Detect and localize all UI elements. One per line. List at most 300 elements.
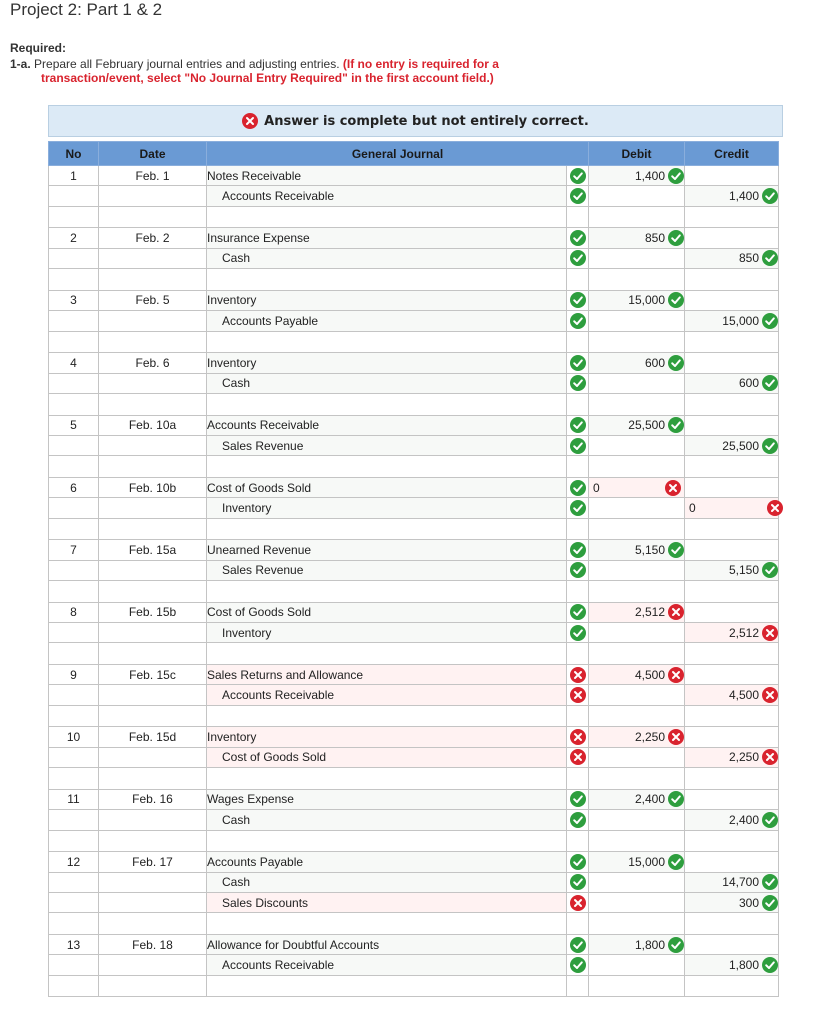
incorrect-x-icon — [570, 667, 586, 683]
debit-cell[interactable] — [589, 456, 685, 478]
account-name: Cost of Goods Sold — [207, 480, 312, 495]
entry-date[interactable] — [99, 975, 207, 997]
account-field[interactable] — [207, 872, 567, 892]
entry-date[interactable] — [99, 872, 207, 892]
debit-cell[interactable] — [589, 477, 685, 497]
debit-cell[interactable] — [589, 747, 685, 767]
account-field[interactable] — [207, 665, 567, 685]
correct-check-icon — [570, 438, 586, 454]
entry-date[interactable]: Feb. 15d — [99, 727, 207, 747]
entry-number — [49, 393, 99, 415]
credit-cell[interactable] — [685, 331, 779, 353]
entry-date[interactable] — [99, 623, 207, 643]
instruction-text: Prepare all February journal entries and adjusting entries. — [34, 57, 340, 71]
account-name: Accounts Receivable — [222, 688, 335, 703]
account-name: Accounts Receivable — [207, 418, 320, 433]
credit-cell[interactable] — [685, 623, 779, 643]
account-field[interactable] — [207, 892, 567, 912]
account-status — [567, 685, 589, 705]
account-name: Inventory — [222, 500, 272, 515]
account-status — [567, 331, 589, 353]
credit-cell-value: 850 — [738, 251, 759, 266]
debit-cell[interactable] — [589, 602, 685, 622]
entry-number — [49, 581, 99, 603]
correct-check-icon — [668, 355, 684, 371]
entry-date[interactable]: Feb. 10a — [99, 415, 207, 435]
debit-cell[interactable] — [589, 166, 685, 186]
debit-cell[interactable] — [589, 415, 685, 435]
account-field[interactable] — [207, 415, 567, 435]
entry-date[interactable] — [99, 705, 207, 727]
incorrect-x-icon — [762, 687, 778, 703]
credit-cell[interactable] — [685, 913, 779, 935]
credit-cell[interactable] — [685, 852, 779, 872]
spacer-row — [49, 705, 779, 727]
correct-check-icon — [570, 250, 586, 266]
credit-cell[interactable] — [685, 498, 779, 518]
account-field[interactable] — [207, 311, 567, 331]
credit-cell[interactable] — [685, 560, 779, 580]
table-header-row — [49, 142, 779, 166]
credit-cell[interactable] — [685, 581, 779, 603]
debit-cell[interactable] — [589, 892, 685, 912]
debit-cell[interactable] — [589, 789, 685, 809]
account-status — [567, 456, 589, 478]
credit-cell-value: 15,000 — [722, 313, 759, 328]
debit-cell-value: 25,500 — [628, 418, 665, 433]
credit-cell-value: 2,250 — [728, 750, 759, 765]
credit-cell[interactable] — [685, 810, 779, 830]
correct-check-icon — [570, 542, 586, 558]
debit-cell-value: 0 — [593, 480, 600, 495]
account-name: Inventory — [207, 293, 257, 308]
entry-number — [49, 705, 99, 727]
account-field[interactable] — [207, 768, 567, 790]
credit-cell[interactable] — [685, 705, 779, 727]
entry-date[interactable] — [99, 955, 207, 975]
incorrect-x-icon — [762, 749, 778, 765]
journal-row — [49, 228, 779, 248]
journal-row — [49, 602, 779, 622]
journal-row — [49, 789, 779, 809]
account-field[interactable] — [207, 373, 567, 393]
debit-cell[interactable] — [589, 810, 685, 830]
account-status — [567, 934, 589, 954]
spacer-row — [49, 456, 779, 478]
account-field[interactable] — [207, 166, 567, 186]
account-status — [567, 540, 589, 560]
spacer-row — [49, 581, 779, 603]
account-field[interactable] — [207, 955, 567, 975]
account-field[interactable] — [207, 852, 567, 872]
account-field[interactable] — [207, 789, 567, 809]
entry-date[interactable] — [99, 186, 207, 206]
account-name: Cost of Goods Sold — [207, 605, 312, 620]
debit-cell[interactable] — [589, 269, 685, 291]
correct-check-icon — [570, 812, 586, 828]
debit-cell[interactable] — [589, 934, 685, 954]
entry-date[interactable] — [99, 456, 207, 478]
entry-number: 7 — [49, 540, 99, 560]
account-status — [567, 269, 589, 291]
entry-date[interactable]: Feb. 15c — [99, 665, 207, 685]
account-field[interactable] — [207, 810, 567, 830]
entry-date[interactable]: Feb. 2 — [99, 228, 207, 248]
correct-check-icon — [570, 375, 586, 391]
debit-cell[interactable] — [589, 435, 685, 455]
correct-check-icon — [668, 542, 684, 558]
account-name: Accounts Payable — [222, 313, 319, 328]
journal-row — [49, 415, 779, 435]
debit-cell[interactable] — [589, 560, 685, 580]
correct-check-icon — [668, 937, 684, 953]
credit-cell[interactable] — [685, 518, 779, 540]
entry-date[interactable] — [99, 747, 207, 767]
correct-check-icon — [668, 168, 684, 184]
debit-cell[interactable] — [589, 913, 685, 935]
debit-cell-value: 2,250 — [634, 730, 665, 745]
account-status — [567, 248, 589, 268]
credit-cell-value: 2,512 — [728, 625, 759, 640]
credit-cell[interactable] — [685, 602, 779, 622]
debit-cell[interactable] — [589, 248, 685, 268]
debit-cell[interactable] — [589, 373, 685, 393]
col-header-date: Date — [99, 142, 207, 166]
credit-cell[interactable] — [685, 955, 779, 975]
entry-number — [49, 435, 99, 455]
correct-check-icon — [570, 168, 586, 184]
account-status — [567, 228, 589, 248]
credit-cell[interactable] — [685, 166, 779, 186]
credit-cell[interactable] — [685, 353, 779, 373]
entry-date[interactable] — [99, 518, 207, 540]
credit-cell[interactable] — [685, 290, 779, 310]
entry-number — [49, 311, 99, 331]
correct-check-icon — [762, 188, 778, 204]
credit-cell-value: 300 — [738, 895, 759, 910]
correct-check-icon — [570, 874, 586, 890]
debit-cell[interactable] — [589, 186, 685, 206]
journal-row — [49, 872, 779, 892]
credit-cell[interactable] — [685, 727, 779, 747]
entry-date[interactable]: Feb. 18 — [99, 934, 207, 954]
correct-check-icon — [570, 604, 586, 620]
account-field[interactable] — [207, 518, 567, 540]
entry-number — [49, 913, 99, 935]
debit-cell[interactable] — [589, 685, 685, 705]
entry-number — [49, 518, 99, 540]
account-status — [567, 768, 589, 790]
instruction-note: (If no entry is required for a — [342, 57, 499, 71]
entry-number — [49, 810, 99, 830]
spacer-row — [49, 269, 779, 291]
entry-date[interactable]: Feb. 17 — [99, 852, 207, 872]
required-heading: Required: — [10, 41, 67, 55]
entry-date[interactable] — [99, 768, 207, 790]
account-status — [567, 581, 589, 603]
debit-cell[interactable] — [589, 331, 685, 353]
entry-number — [49, 248, 99, 268]
entry-date[interactable] — [99, 393, 207, 415]
debit-cell[interactable] — [589, 955, 685, 975]
account-status — [567, 206, 589, 228]
account-field[interactable] — [207, 747, 567, 767]
journal-row — [49, 166, 779, 186]
debit-cell[interactable] — [589, 852, 685, 872]
entry-date[interactable]: Feb. 15b — [99, 602, 207, 622]
debit-cell[interactable] — [589, 643, 685, 665]
credit-cell[interactable] — [685, 269, 779, 291]
credit-cell[interactable] — [685, 186, 779, 206]
debit-cell-value: 15,000 — [628, 293, 665, 308]
account-field[interactable] — [207, 186, 567, 206]
entry-date[interactable] — [99, 206, 207, 228]
incorrect-x-icon — [570, 895, 586, 911]
correct-check-icon — [762, 812, 778, 828]
answer-status-banner — [48, 105, 783, 137]
account-field[interactable] — [207, 705, 567, 727]
account-status — [567, 810, 589, 830]
credit-cell[interactable] — [685, 415, 779, 435]
debit-cell-value: 2,400 — [634, 792, 665, 807]
account-field[interactable] — [207, 331, 567, 353]
account-field[interactable] — [207, 581, 567, 603]
journal-row — [49, 892, 779, 912]
debit-cell[interactable] — [589, 290, 685, 310]
col-header-credit: Credit — [685, 142, 779, 166]
account-field[interactable] — [207, 540, 567, 560]
entry-number — [49, 560, 99, 580]
credit-cell[interactable] — [685, 477, 779, 497]
credit-cell-value: 0 — [689, 500, 696, 515]
account-status — [567, 872, 589, 892]
credit-cell-value: 4,500 — [728, 688, 759, 703]
account-name: Cash — [222, 376, 251, 391]
entry-date[interactable] — [99, 810, 207, 830]
account-field[interactable] — [207, 290, 567, 310]
journal-row — [49, 498, 779, 518]
entry-number: 3 — [49, 290, 99, 310]
entry-date[interactable] — [99, 560, 207, 580]
entry-date[interactable] — [99, 331, 207, 353]
entry-date[interactable] — [99, 373, 207, 393]
journal-row — [49, 747, 779, 767]
account-field[interactable] — [207, 435, 567, 455]
account-field[interactable] — [207, 228, 567, 248]
credit-cell-value: 1,800 — [728, 957, 759, 972]
account-field[interactable] — [207, 830, 567, 852]
debit-cell[interactable] — [589, 498, 685, 518]
entry-date[interactable] — [99, 643, 207, 665]
debit-cell[interactable] — [589, 228, 685, 248]
journal-row — [49, 311, 779, 331]
account-field[interactable] — [207, 643, 567, 665]
journal-row — [49, 623, 779, 643]
correct-check-icon — [570, 562, 586, 578]
credit-cell[interactable] — [685, 311, 779, 331]
entry-date[interactable] — [99, 248, 207, 268]
account-field[interactable] — [207, 269, 567, 291]
entry-date[interactable] — [99, 435, 207, 455]
debit-cell[interactable] — [589, 727, 685, 747]
credit-cell-value: 600 — [738, 376, 759, 391]
journal-row — [49, 934, 779, 954]
credit-cell[interactable] — [685, 393, 779, 415]
credit-cell[interactable] — [685, 248, 779, 268]
credit-cell-value: 14,700 — [722, 875, 759, 890]
debit-cell-value: 1,400 — [634, 168, 665, 183]
entry-number — [49, 747, 99, 767]
credit-cell[interactable] — [685, 456, 779, 478]
incorrect-icon — [242, 113, 258, 129]
account-field[interactable] — [207, 560, 567, 580]
correct-check-icon — [570, 188, 586, 204]
account-status — [567, 892, 589, 912]
journal-table — [48, 141, 779, 997]
journal-row — [49, 810, 779, 830]
account-name: Notes Receivable — [207, 168, 302, 183]
credit-cell[interactable] — [685, 789, 779, 809]
correct-check-icon — [570, 313, 586, 329]
credit-cell[interactable] — [685, 685, 779, 705]
credit-cell[interactable] — [685, 228, 779, 248]
account-status — [567, 518, 589, 540]
journal-row — [49, 665, 779, 685]
entry-date[interactable]: Feb. 15a — [99, 540, 207, 560]
debit-cell[interactable] — [589, 623, 685, 643]
entry-number — [49, 269, 99, 291]
account-field[interactable] — [207, 602, 567, 622]
account-status — [567, 311, 589, 331]
debit-cell-value: 2,512 — [634, 605, 665, 620]
account-status — [567, 727, 589, 747]
debit-cell[interactable] — [589, 311, 685, 331]
entry-date[interactable] — [99, 892, 207, 912]
credit-cell[interactable] — [685, 435, 779, 455]
spacer-row — [49, 393, 779, 415]
debit-cell[interactable] — [589, 581, 685, 603]
account-name: Unearned Revenue — [207, 542, 312, 557]
account-field[interactable] — [207, 934, 567, 954]
journal-row — [49, 477, 779, 497]
entry-number: 13 — [49, 934, 99, 954]
credit-cell[interactable] — [685, 872, 779, 892]
credit-cell[interactable] — [685, 206, 779, 228]
debit-cell[interactable] — [589, 705, 685, 727]
account-status — [567, 623, 589, 643]
account-name: Accounts Receivable — [222, 189, 335, 204]
debit-cell[interactable] — [589, 393, 685, 415]
credit-cell[interactable] — [685, 373, 779, 393]
credit-cell[interactable] — [685, 975, 779, 997]
account-field[interactable] — [207, 913, 567, 935]
answer-status-text: Answer is complete but not entirely correct. — [264, 113, 589, 129]
account-field[interactable] — [207, 393, 567, 415]
credit-cell[interactable] — [685, 768, 779, 790]
incorrect-x-icon — [570, 729, 586, 745]
credit-cell[interactable] — [685, 747, 779, 767]
entry-date[interactable] — [99, 498, 207, 518]
journal-row — [49, 955, 779, 975]
account-status — [567, 789, 589, 809]
page-title: Project 2: Part 1 & 2 — [10, 0, 163, 19]
debit-cell[interactable] — [589, 872, 685, 892]
account-field[interactable] — [207, 623, 567, 643]
correct-check-icon — [668, 417, 684, 433]
col-header-general-journal: General Journal — [207, 142, 589, 166]
entry-date[interactable]: Feb. 10b — [99, 477, 207, 497]
entry-date[interactable] — [99, 913, 207, 935]
correct-check-icon — [570, 957, 586, 973]
entry-number — [49, 186, 99, 206]
debit-cell[interactable] — [589, 540, 685, 560]
account-field[interactable] — [207, 456, 567, 478]
debit-cell-value: 4,500 — [634, 667, 665, 682]
debit-cell[interactable] — [589, 353, 685, 373]
account-field[interactable] — [207, 727, 567, 747]
spacer-row — [49, 206, 779, 228]
account-field[interactable] — [207, 206, 567, 228]
credit-cell[interactable] — [685, 643, 779, 665]
spacer-row — [49, 830, 779, 852]
debit-cell[interactable] — [589, 206, 685, 228]
account-field[interactable] — [207, 685, 567, 705]
entry-number — [49, 623, 99, 643]
account-field[interactable] — [207, 975, 567, 997]
debit-cell[interactable] — [589, 518, 685, 540]
account-field[interactable] — [207, 498, 567, 518]
credit-cell[interactable] — [685, 665, 779, 685]
entry-date[interactable] — [99, 830, 207, 852]
credit-cell[interactable] — [685, 830, 779, 852]
account-status — [567, 665, 589, 685]
account-status — [567, 705, 589, 727]
account-field[interactable] — [207, 353, 567, 373]
account-status — [567, 415, 589, 435]
journal-row — [49, 727, 779, 747]
entry-number: 5 — [49, 415, 99, 435]
credit-cell[interactable] — [685, 892, 779, 912]
account-status — [567, 290, 589, 310]
spacer-row — [49, 975, 779, 997]
debit-cell-value: 850 — [644, 231, 665, 246]
entry-number — [49, 498, 99, 518]
credit-cell[interactable] — [685, 540, 779, 560]
journal-body — [49, 166, 779, 997]
entry-date[interactable]: Feb. 6 — [99, 353, 207, 373]
debit-cell[interactable] — [589, 975, 685, 997]
debit-cell[interactable] — [589, 665, 685, 685]
correct-check-icon — [762, 895, 778, 911]
correct-check-icon — [570, 791, 586, 807]
entry-date[interactable] — [99, 581, 207, 603]
entry-date[interactable]: Feb. 5 — [99, 290, 207, 310]
entry-date[interactable]: Feb. 16 — [99, 789, 207, 809]
correct-check-icon — [570, 500, 586, 516]
debit-cell[interactable] — [589, 768, 685, 790]
account-field[interactable] — [207, 477, 567, 497]
spacer-row — [49, 518, 779, 540]
entry-date[interactable] — [99, 311, 207, 331]
entry-date[interactable] — [99, 685, 207, 705]
entry-date[interactable] — [99, 269, 207, 291]
debit-cell[interactable] — [589, 830, 685, 852]
entry-number: 10 — [49, 727, 99, 747]
entry-date[interactable]: Feb. 1 — [99, 166, 207, 186]
correct-check-icon — [570, 292, 586, 308]
credit-cell[interactable] — [685, 934, 779, 954]
account-field[interactable] — [207, 248, 567, 268]
